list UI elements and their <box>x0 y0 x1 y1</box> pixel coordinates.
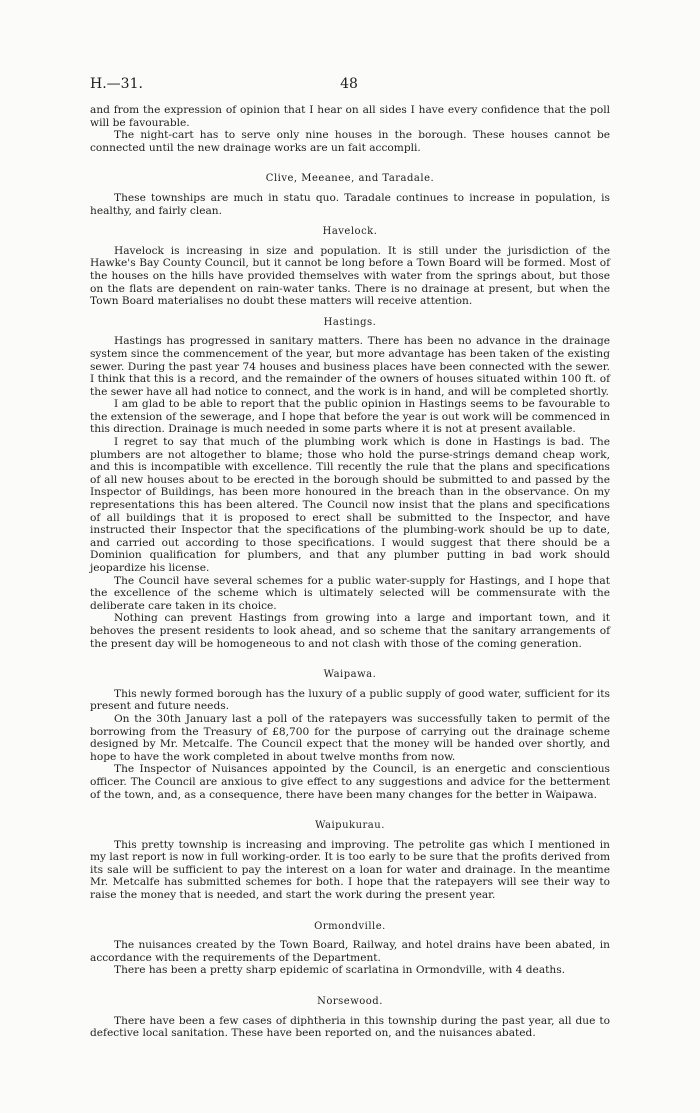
paragraph: Nothing can prevent Hastings from growing into a large and important town, and it behoves the present residents to look ahead, and so scheme that the sanitary arrangements of the present day will be homogeneous to and not clash with those of the coming generation. <box>90 612 610 650</box>
section-heading-clive: Clive, Meeanee, and Taradale. <box>265 173 435 185</box>
paragraph: I am glad to be able to report that the public opinion in Hastings seems to be favourable to the extension of the sewerage, and I hope that before the year is out work will be commenced in this direction. Drainage is much needed in some parts where it is not at present available. <box>90 398 610 436</box>
paragraph: I regret to say that much of the plumbing work which is done in Hastings is bad. The plumbers are not altogether to blame; those who hold the purse-strings demand cheap work, and this is incompatible with excellence. Till recently the rule that the plans and specifications of all new houses about to be erected in the borough should be submitted to and passed by the Inspector of Buildings, has been more honoured in the breach than in the observance. On my representations this has been altered. The Council now insist that the plans and specifications of all buildings that it is proposed to erect shall be submitted to the Inspector, and have instructed their Inspector that the specifications of the plumbing-work should be up to date, and carried out according to those specifications. I would suggest that there should be a Dominion qualification for plumbers, and that any plumber putting in bad work should jeopardize his license. <box>90 436 610 574</box>
paragraph: The Inspector of Nuisances appointed by the Council, is an energetic and conscientious officer. The Council are anxious to give effect to any suggestions and advice for the betterment of the town, and, as a consequence, there have been many changes for the better in Waipawa. <box>90 763 610 801</box>
paragraph: The nuisances created by the Town Board, Railway, and hotel drains have been abated, in accordance with the requirements of the Department. <box>90 939 610 964</box>
section-heading-waipawa: Waipawa. <box>323 669 377 681</box>
paragraph: This pretty township is increasing and improving. The petrolite gas which I mentioned in my last report is now in full working-order. It is too early to be sure that the profits derived from its sale will be sufficient to pay the interest on a loan for water and drainage. In the meantime Mr. Metcalfe has submitted schemes for both. I hope that the ratepayers will see their way to raise the money that is needed, and start the work during the present year. <box>90 838 610 902</box>
section-heading-hastings: Hastings. <box>323 316 377 328</box>
document-reference: H.—31. <box>90 76 143 92</box>
paragraph: Havelock is increasing in size and population. It is still under the jurisdiction of the Hawke's Bay County Council, but it cannot be long before a Town Board will be formed. Most of the houses on the hills have provided themselves with water from the springs about, but those on the flats are dependent on rain-water tanks. There is no drainage at present, but when the Town Board materialises no doubt these matters will receive attention. <box>90 244 610 308</box>
document-body <box>90 104 610 1040</box>
page-number: 48 <box>340 76 358 92</box>
section-heading-norsewood: Norsewood. <box>317 996 383 1008</box>
section-heading-havelock: Havelock. <box>322 226 378 238</box>
paragraph: The night-cart has to serve only nine houses in the borough. These houses cannot be connected until the new drainage works are un fait accompli. <box>90 129 610 154</box>
section-heading-waipukurau: Waipukurau. <box>315 820 385 832</box>
section-heading-ormondville: Ormondville. <box>314 920 386 932</box>
paragraph: There has been a pretty sharp epidemic of scarlatina in Ormondville, with 4 deaths. <box>114 964 566 977</box>
paragraph: On the 30th January last a poll of the ratepayers was successfully taken to permit of the borrowing from the Treasury of £8,700 for the purpose of carrying out the drainage scheme designed by Mr. Metcalfe. The Council expect that the money will be handed over shortly, and hope to have the work completed in about twelve months from now. <box>90 712 610 763</box>
paragraph: and from the expression of opinion that I hear on all sides I have every confidence that the poll will be favourable. <box>90 104 610 129</box>
paragraph: The Council have several schemes for a public water-supply for Hastings, and I hope that the excellence of the scheme which is ultimately selected will be commensurate with the deliberate care taken in its choice. <box>90 574 610 612</box>
paragraph: Hastings has progressed in sanitary matters. There has been no advance in the drainage system since the commencement of the year, but more advantage has been taken of the existing sewer. During the past year 74 houses and business places have been connected with the sewer. I think that this is a record, and the remainder of the owners of houses situated within 100 ft. of the sewer have all had notice to connect, and the work is in hand, and will be completed shortly. <box>90 335 610 398</box>
paragraph: These townships are much in statu quo. Taradale continues to increase in population, is healthy, and fairly clean. <box>90 191 610 217</box>
paragraph: There have been a few cases of diphtheria in this township during the past year, all due to defective local sanitation. These have been reported on, and the nuisances abated. <box>90 1014 610 1040</box>
paragraph: This newly formed borough has the luxury of a public supply of good water, sufficient for its present and future needs. <box>90 687 610 713</box>
page-header <box>90 76 608 96</box>
